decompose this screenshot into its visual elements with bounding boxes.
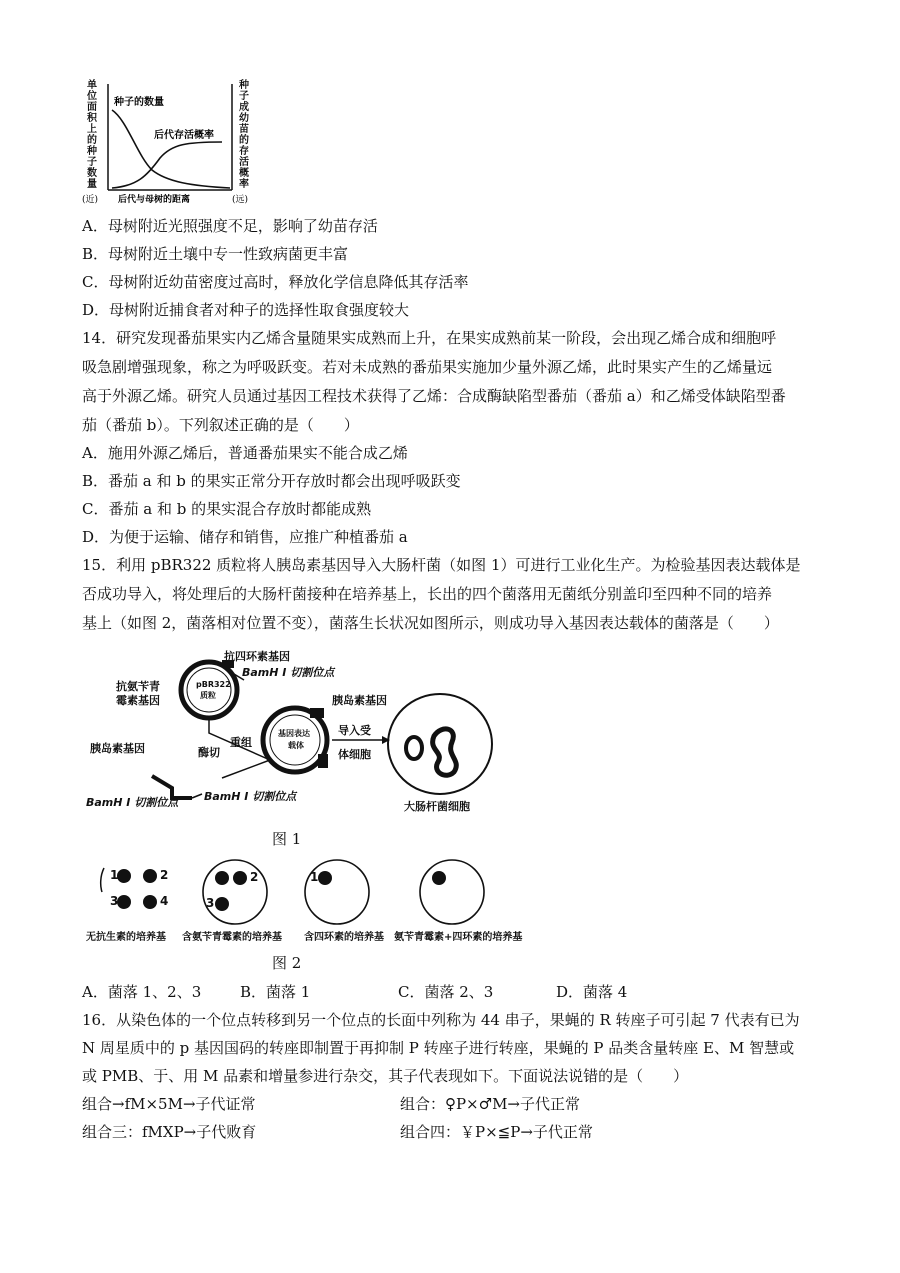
q14-option-d: D．为便于运输、储存和销售，应推广种植番茄 a xyxy=(82,528,408,546)
q15-stem-3: 基上（如图 2，菌落相对位置不变），菌落生长状况如图所示，则成功导入基因表达载体的菌落是（ ） xyxy=(82,614,779,632)
insulin-gene-left-label: 胰岛素基因 xyxy=(90,742,145,755)
amp-gene-label-2: 霉素基因 xyxy=(116,694,160,707)
y-axis-right-label: 种子成幼苗的存活概率 xyxy=(239,80,249,190)
q15-option-d: D．菌落 4 xyxy=(556,983,628,1001)
q14-stem-3: 高于外源乙烯。研究人员通过基因工程技术获得了乙烯：合成酶缺陷型番茄（番茄 a）和乙烯受体缺陷型番 xyxy=(82,387,786,405)
x-axis-label: 后代与母树的距离 xyxy=(118,195,191,205)
q13-option-c: C．母树附近幼苗密度过高时，释放化学信息降低其存活率 xyxy=(82,273,469,291)
colony-label-2: 2 xyxy=(160,868,169,882)
q16-stem-1: 16．从染色体的一个位点转移到另一个位点的长面中列称为 44 串子，果蝇的 R 转座子可引起 7 代表有已为 xyxy=(82,1011,800,1029)
q14-stem-1: 14．研究发现番茄果实内乙烯含量随果实成熟而上升，在果实成熟前某一阶段，会出现乙烯合成和细胞呼 xyxy=(82,329,777,347)
q14-option-b: B．番茄 a 和 b 的果实正常分开存放时都会出现呼吸跃变 xyxy=(82,472,461,490)
q16-combo-4: 组合四：￥P×≦P→子代正常 xyxy=(400,1123,593,1141)
q15-option-b: B．菌落 1 xyxy=(240,983,311,1001)
into-label-1: 导入受 xyxy=(338,724,371,737)
q14-option-c: C．番茄 a 和 b 的果实混合存放时都能成熟 xyxy=(82,500,372,518)
graph-svg xyxy=(82,80,262,205)
colony-label-3: 3 xyxy=(110,894,119,908)
plate-4 xyxy=(420,860,484,924)
q16-combo-3: 组合三：fMXP→子代败育 xyxy=(82,1123,257,1141)
tet-gene-label: 抗四环素基因 xyxy=(224,650,290,663)
plate2-label: 含氨苄青霉素的培养基 xyxy=(182,932,282,943)
insulin-gene-right-label: 胰岛素基因 xyxy=(332,694,387,707)
bamh-site-top-label: BamH I 切割位点 xyxy=(242,666,335,679)
q15-option-c: C．菌落 2、3 xyxy=(398,983,494,1001)
figure-2-plates xyxy=(82,856,542,946)
colony-1-plate1 xyxy=(117,869,131,883)
x-near: (近) xyxy=(82,195,99,205)
ecoli-cell xyxy=(388,694,492,794)
figure-1-caption: 图 1 xyxy=(272,830,302,848)
bamh-site-left-label: BamH I 切割位点 xyxy=(86,796,179,809)
seed-survival-graph xyxy=(82,80,262,205)
colony-3-plate1 xyxy=(117,895,131,909)
recombine-label: 重组 xyxy=(230,736,252,749)
plate1-label: 无抗生素的培养基 xyxy=(86,932,166,943)
bamh-site-bottom-label: BamH I 切割位点 xyxy=(204,790,297,803)
ecoli-label: 大肠杆菌细胞 xyxy=(404,800,470,813)
q14-stem-4: 茄（番茄 b）。下列叙述正确的是（ ） xyxy=(82,416,359,434)
colony-2-plate1 xyxy=(143,869,157,883)
colony-label-1: 1 xyxy=(110,868,119,882)
curve2-label: 后代存活概率 xyxy=(154,130,214,141)
q16-combo-1: 组合→fM×5M→子代证常 xyxy=(82,1095,256,1113)
amp-gene-label-1: 抗氨苄青 xyxy=(116,680,160,693)
vector-label-2: 载体 xyxy=(288,741,304,750)
q16-stem-2: N 周星质中的 p 基因国码的转座即制置于再抑制 P 转座子进行转座，果蝇的 P 品类含量转座 E、M 智慧或 xyxy=(82,1039,795,1057)
q16-combo-2: 组合：♀P×♂M→子代正常 xyxy=(400,1095,581,1113)
plate4-label: 氨苄青霉素+四环素的培养基 xyxy=(394,932,523,943)
figure-2-caption: 图 2 xyxy=(272,954,302,972)
q13-option-b: B．母树附近土壤中专一性致病菌更丰富 xyxy=(82,245,349,263)
plate3-label: 含四环素的培养基 xyxy=(304,932,384,943)
colony-4-plate1 xyxy=(143,895,157,909)
vector-label-1: 基因表达 xyxy=(278,729,310,738)
curve1-label: 种子的数量 xyxy=(114,97,164,108)
q16-stem-3: 或 PMB、于、用 M 品素和增量参进行杂交，其子代表现如下。下面说法说错的是（ ） xyxy=(82,1067,689,1085)
plasmid-label-1: pBR322 xyxy=(196,680,231,689)
q15-stem-2: 否成功导入，将处理后的大肠杆菌接种在培养基上，长出的四个菌落用无菌纸分别盖印至四种不同的培养 xyxy=(82,585,773,603)
q14-stem-2: 吸急剧增强现象，称之为呼吸跃变。若对未成熟的番茄果实施加少量外源乙烯，此时果实产生的乙烯量远 xyxy=(82,358,773,376)
q14-option-a: A．施用外源乙烯后，普通番茄果实不能合成乙烯 xyxy=(82,444,408,462)
figure-1-plasmid-diagram xyxy=(82,648,502,818)
plate2-colony-3: 3 xyxy=(206,896,215,910)
q13-option-a: A．母树附近光照强度不足，影响了幼苗存活 xyxy=(82,217,378,235)
plasmid-label-2: 质粒 xyxy=(200,691,216,700)
restriction-label: 酶切 xyxy=(198,746,220,759)
plate3-colony-1: 1 xyxy=(310,870,319,884)
into-label-2: 体细胞 xyxy=(338,748,371,761)
q15-stem-1: 15．利用 pBR322 质粒将人胰岛素基因导入大肠杆菌（如图 1）可进行工业化生产。为检验基因表达载体是 xyxy=(82,556,801,574)
plate2-colony-2: 2 xyxy=(250,870,259,884)
y-axis-left-label: 单位面积上的种子数量 xyxy=(87,80,97,190)
q13-option-d: D．母树附近捕食者对种子的选择性取食强度较大 xyxy=(82,301,410,319)
q15-option-a: A．菌落 1、2、3 xyxy=(82,983,202,1001)
colony-label-4: 4 xyxy=(160,894,169,908)
survival-curve xyxy=(112,142,222,188)
x-far: (远) xyxy=(232,195,249,205)
